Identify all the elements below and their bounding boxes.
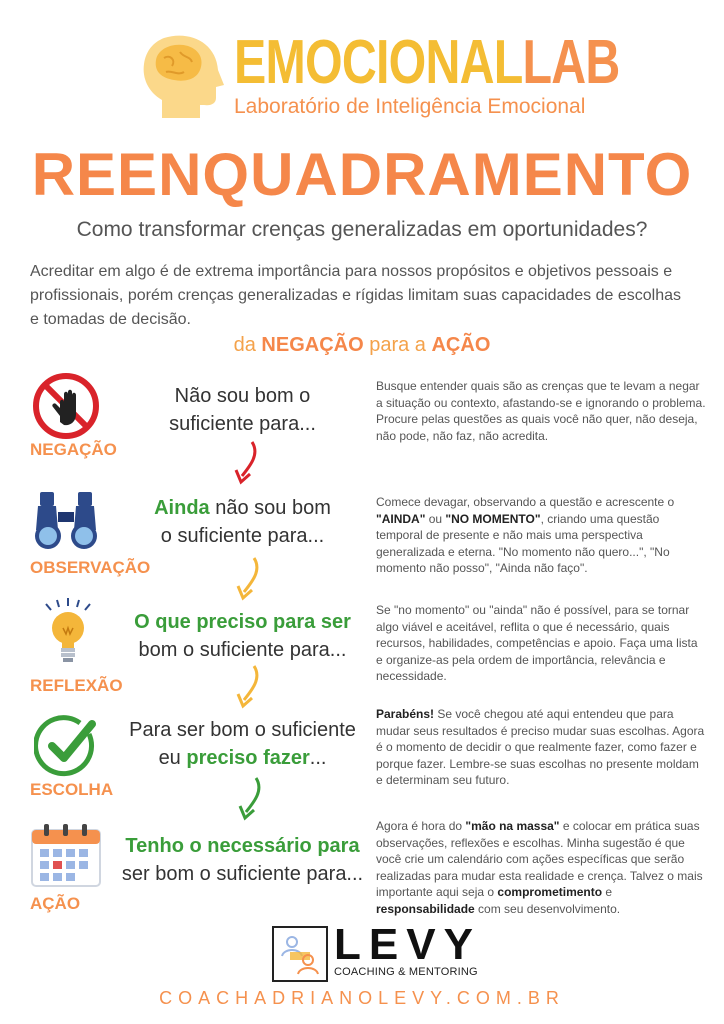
brain-head-icon (134, 30, 224, 120)
step-text-acao: Tenho o necessário para ser bom o suficiente para... (121, 835, 364, 885)
checkmark-icon (34, 714, 100, 780)
desc-reflexao: Se "no momento" ou "ainda" não é possível, para se tornar algo viável e aceitável, reflita o que é necessário, quais recursos, habilidades, competências e apoio. Faça uma lista e organize-as pela ordem de importância, relevância e necessidade. (376, 603, 698, 683)
desc-acao: Agora é hora do "mão na massa" e colocar em prática suas observações, reflexões e escolhas. Minha sugestão é que você crie um calendário com ações específicas que serão realizadas para mudar esta realidade e crença. Talvez o mais importante aqui seja o comprometimento e responsabilidade com seu desenvolvimento. (376, 819, 703, 916)
lightbulb-icon (38, 598, 98, 670)
stage-label-observacao: OBSERVAÇÃO (30, 558, 151, 577)
intro-paragraph: Acreditar em algo é de extrema importância para nossos propósitos e objetivos pessoais e profissionais, porém crenças generalizadas e rígidas limitam suas capacidades de escolhas e tomadas de decisão. (30, 263, 681, 328)
desc-negacao: Busque entender quais são as crenças que te levam a negar a situação ou contexto, afastando-se e ignorando o problema. Procure pelas questões as quais você não quer, não deseja, não pode, não faz, não acredita. (376, 379, 706, 443)
arrow-down-red-icon (228, 440, 264, 486)
desc-observacao: Comece devagar, observando a questão e acrescente o "AINDA" ou "NO MOMENTO", criando uma questão temporal de presente e não mais uma perspectiva generalizada e eterna. "No momento não quero...", "No momento não posso", "Ainda não faço". (376, 495, 675, 575)
step-text-negacao: Não sou bom o suficiente para... (169, 385, 316, 435)
stage-label-negacao: NEGAÇÃO (30, 440, 117, 459)
page-title: REENQUADRAMENTO (31, 141, 693, 208)
step-text-observacao: Ainda não sou bom o suficiente para... (154, 497, 331, 547)
brand-tagline: Laboratório de Inteligência Emocional (234, 95, 586, 118)
calendar-icon (30, 822, 102, 888)
stage-label-reflexao: REFLEXÃO (30, 676, 123, 695)
stage-label-acao: AÇÃO (30, 894, 81, 913)
binoculars-icon (34, 490, 100, 552)
stop-hand-icon (32, 372, 100, 440)
section-heading: da NEGAÇÃO para a AÇÃO (233, 334, 491, 356)
website-link[interactable]: COACHADRIANOLEVY.COM.BR (159, 988, 565, 1008)
brand-name: EMOCIONALLAB (234, 28, 620, 97)
page-subtitle: Como transformar crenças generalizadas em oportunidades? (76, 218, 648, 241)
levy-subtitle: COACHING & MENTORING (334, 966, 478, 978)
arrow-down-yellow-icon (230, 556, 266, 602)
levy-logo-icon (272, 926, 328, 982)
step-text-escolha: Para ser bom o suficiente eu preciso fazer... (129, 719, 356, 769)
step-text-reflexao: O que preciso para ser bom o suficiente para... (134, 611, 351, 661)
arrow-down-yellow-icon (230, 664, 266, 710)
stage-label-escolha: ESCOLHA (30, 780, 114, 799)
arrow-down-green-icon (232, 776, 268, 822)
levy-wordmark: LEVY (334, 920, 481, 969)
desc-escolha: Parabéns! Se você chegou até aqui entendeu que para mudar seus resultados é preciso mudar suas escolhas. Agora é o momento de decidir o que realmente fazer, como fazer e porque fazer. Lembre-se suas escolhas no presente moldam e determinam seu futuro. (376, 707, 705, 787)
